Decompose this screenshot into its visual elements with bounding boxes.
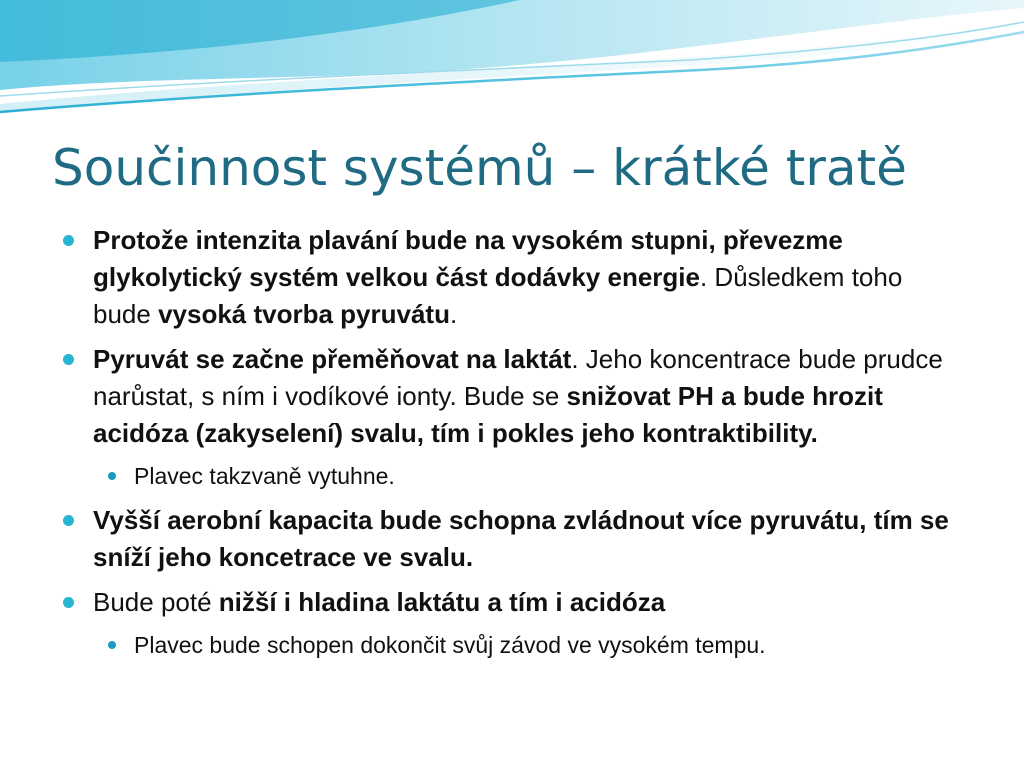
bullet-text: .	[449, 299, 458, 329]
bullet-list	[60, 222, 960, 671]
sub-bullet-text: Plavec bude schopen dokončit svůj závod ve vysokém tempu.	[134, 632, 766, 658]
bullet-text-bold: Vyšší aerobní kapacita bude schopna zvládnout více pyruvátu, tím se sníží jeho koncetrace ve svalu.	[93, 505, 949, 572]
sub-bullet-dot-icon	[108, 641, 116, 649]
bullet-item	[60, 584, 960, 621]
sub-bullet-dot-icon	[108, 472, 116, 480]
bullet-text: . Důsledkem toho bude	[93, 262, 903, 329]
bullet-text-bold: snižovat PH a bude hrozit acidóza (zakyselení) svalu, tím i pokles jeho kontraktibility.	[93, 381, 883, 448]
bullet-item	[60, 222, 960, 333]
bullet-text-bold: Pyruvát se začne přeměňovat na laktát	[93, 344, 572, 374]
bullet-dot-icon	[63, 235, 74, 246]
bullet-item	[60, 502, 960, 576]
slide-title: Součinnost systémů – krátké tratě	[52, 139, 907, 197]
sub-bullet-item	[60, 460, 960, 492]
bullet-dot-icon	[63, 597, 74, 608]
bullet-text-bold: nižší i hladina laktátu a tím i acidóza	[218, 587, 666, 617]
bullet-item	[60, 341, 960, 452]
sub-bullet-item	[60, 629, 960, 661]
bullet-text-bold: Protože intenzita plavání bude na vysokém stupni, převezme glykolytický systém velkou část dodávky energie	[93, 225, 843, 292]
bullet-dot-icon	[63, 515, 74, 526]
bullet-text: . Jeho koncentrace bude prudce narůstat, s ním i vodíkové ionty. Bude se	[93, 344, 943, 411]
sub-bullet-text: Plavec takzvaně vytuhne.	[134, 463, 395, 489]
bullet-dot-icon	[63, 354, 74, 365]
bullet-text: Bude poté	[93, 587, 219, 617]
bullet-text-bold: vysoká tvorba pyruvátu	[158, 299, 450, 329]
header-wave-decoration	[0, 0, 1024, 130]
